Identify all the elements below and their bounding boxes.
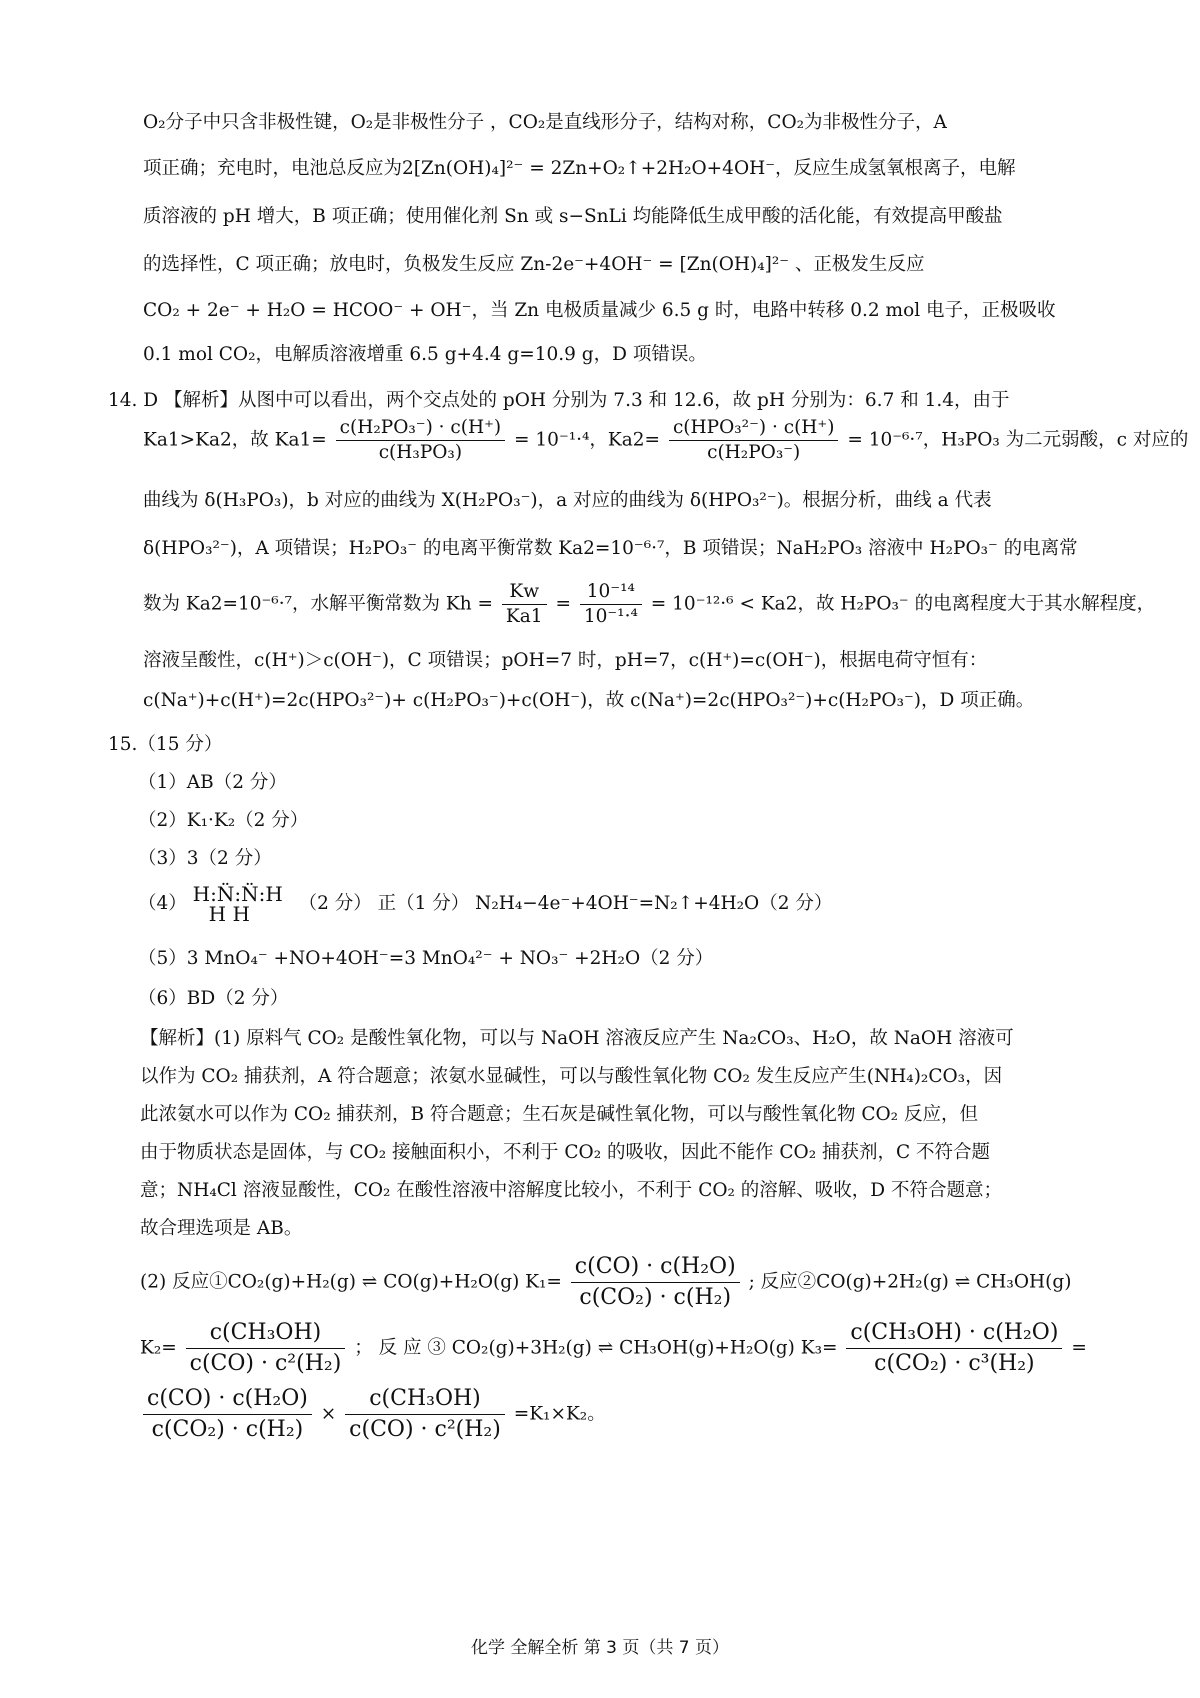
text-line: 意；NH₄Cl 溶液显酸性，CO₂ 在酸性溶液中溶解度比较小，不利于 CO₂ 的溶解、吸收，D 不符合题意； [140,1180,1003,1201]
text-line: c(Na⁺)+c(H⁺)=2c(HPO₃²⁻)+ c(H₂PO₃⁻)+c(OH⁻)，故 c(Na⁺)=2c(HPO₃²⁻)+c(H₂PO₃⁻)，D 项正确。 [143,690,1035,711]
fraction-denominator: c(CO₂) · c(H₂) [579,1285,732,1310]
equation-kh [143,580,1155,629]
fraction-numerator: c(HPO₃²⁻) · c(H⁺) [669,416,838,441]
text-line: 以作为 CO₂ 捕获剂，A 符合题意；浓氨水显碱性，可以与酸性氧化物 CO₂ 发生反应产生(NH₄)₂CO₃，因 [140,1066,1003,1087]
equation-k2-k3 [140,1318,1087,1379]
fraction-numerator: c(CO) · c(H₂O) [571,1252,740,1283]
equation-product [140,1384,606,1445]
equation-k1 [140,1252,1071,1313]
page-footer: 化学 全解全析 第 3 页（共 7 页） [470,1638,730,1658]
text-segment: ; 反应②CO(g)+2H₂(g) ⇌ CH₃OH(g) [748,1271,1072,1293]
text-segment: K₂= [140,1337,177,1359]
text-segment: ； 反 应 ③ CO₂(g)+3H₂(g) ⇌ CH₃OH(g)+H₂O(g) K₃= [354,1337,838,1359]
text-line: 故合理选项是 AB。 [140,1218,303,1239]
fraction-denominator: c(CO) · c²(H₂) [189,1351,342,1376]
fraction-k3 [846,1318,1062,1379]
text-line: 曲线为 δ(H₃PO₃)，b 对应的曲线为 X(H₂PO₃⁻)，a 对应的曲线为 δ(HPO₃²⁻)。根据分析，曲线 a 代表 [143,490,992,511]
answer-line: （1）AB（2 分） [138,772,287,793]
text-line: δ(HPO₃²⁻)，A 项错误；H₂PO₃⁻ 的电离平衡常数 Ka2=10⁻⁶·⁷，B 项错误；NaH₂PO₃ 溶液中 H₂PO₃⁻ 的电离常 [143,538,1078,559]
text-line: 的选择性，C 项正确；放电时，负极发生反应 Zn-2e⁻+4OH⁻ = [Zn(OH)₄]²⁻ 、正极发生反应 [143,254,925,275]
fraction-denominator: c(CO) · c²(H₂) [349,1417,501,1442]
text-segment: = 10⁻¹·⁴，Ka2= [514,429,661,451]
question-14-header: 14. D 【解析】从图中可以看出，两个交点处的 pOH 分别为 7.3 和 12.6，故 pH 分别为：6.7 和 1.4，由于 [108,390,1010,411]
text-segment: × [320,1403,337,1425]
fraction-denominator: c(CO₂) · c³(H₂) [874,1351,1035,1376]
fraction-numerator: Kw [502,580,547,605]
question-15-header: 15.（15 分） [108,734,223,755]
text-line: 溶液呈酸性，c(H⁺)＞c(OH⁻)，C 项错误；pOH=7 时，pH=7，c(H⁺)=c(OH⁻)，根据电荷守恒有： [143,650,988,671]
fraction-denominator: 10⁻¹·⁴ [583,606,638,627]
text-line: O₂分子中只含非极性键，O₂是非极性分子 ，CO₂是直线形分子，结构对称，CO₂为非极性分子，A [143,112,947,133]
text-segment: =K₁×K₂。 [513,1403,606,1425]
fraction-k2 [186,1318,346,1379]
text-segment: = 10⁻¹²·⁶ < Ka2，故 H₂PO₃⁻ 的电离程度大于其水解程度， [650,593,1156,615]
text-segment: = [555,593,571,615]
fraction-numerator: c(CO) · c(H₂O) [143,1384,312,1415]
fraction-denominator: Ka1 [505,606,543,627]
equation-ka [143,416,1188,465]
fraction-numerator: 10⁻¹⁴ [580,580,642,605]
fraction-denominator: c(H₂PO₃⁻) [707,442,801,463]
text-segment: 数为 Ka2=10⁻⁶·⁷，水解平衡常数为 Kh = [143,593,494,615]
text-segment: = 10⁻⁶·⁷，H₃PO₃ 为二元弱酸，c 对应的 [847,429,1189,451]
text-line: 项正确；充电时，电池总反应为2[Zn(OH)₄]²⁻ = 2Zn+O₂↑+2H₂O+4OH⁻，反应生成氢氧根离子，电解 [143,158,1016,179]
fraction-ka2 [669,416,838,465]
text-segment: Ka1>Ka2，故 Ka1= [143,429,327,451]
answer-line: （6）BD（2 分） [138,988,289,1009]
fraction-kw-ka1 [502,580,547,629]
lewis-bottom: H H [208,902,250,926]
text-line: 【解析】(1) 原料气 CO₂ 是酸性氧化物，可以与 NaOH 溶液反应产生 Na₂CO₃、H₂O，故 NaOH 溶液可 [140,1028,1014,1049]
fraction-denominator: c(CO₂) · c(H₂) [151,1417,304,1442]
text-line: 由于物质状态是固体，与 CO₂ 接触面积小，不利于 CO₂ 的吸收，因此不能作 CO₂ 捕获剂，C 不符合题 [140,1142,991,1163]
fraction-denominator: c(H₃PO₃) [378,442,463,463]
text-line: 0.1 mol CO₂，电解质溶液增重 6.5 g+4.4 g=10.9 g，D 项错误。 [143,344,707,365]
answer-line: （5）3 MnO₄⁻ +NO+4OH⁻=3 MnO₄²⁻ + NO₃⁻ +2H₂O（2 分） [138,948,714,969]
lewis-top: H:N̈:N̈:H [192,882,283,906]
answer-line: （2）K₁·K₂（2 分） [138,810,309,831]
text-segment: （2 分） 正（1 分） N₂H₄−4e⁻+4OH⁻=N₂↑+4H₂O（2 分） [298,893,833,914]
fraction-p1 [143,1384,312,1445]
text-segment: = [1071,1337,1087,1359]
text-line: 质溶液的 pH 增大，B 项正确；使用催化剂 Sn 或 s−SnLi 均能降低生成甲酸的活化能，有效提高甲酸盐 [143,206,1003,227]
fraction-numerator: c(CH₃OH) · c(H₂O) [846,1318,1062,1349]
answer-line-4 [138,882,833,926]
answer-line: （3）3（2 分） [138,848,272,869]
text-line: 此浓氨水可以作为 CO₂ 捕获剂，B 符合题意；生石灰是碱性氧化物，可以与酸性氧化物 CO₂ 反应，但 [140,1104,978,1125]
fraction-p2 [345,1384,505,1445]
text-line: CO₂ + 2e⁻ + H₂O = HCOO⁻ + OH⁻，当 Zn 电极质量减少 6.5 g 时，电路中转移 0.2 mol 电子，正极吸收 [143,300,1056,321]
fraction-numerator: c(CH₃OH) [186,1318,346,1349]
fraction-numeric [580,580,642,629]
fraction-numerator: c(H₂PO₃⁻) · c(H⁺) [336,416,505,441]
fraction-ka1 [336,416,505,465]
fraction-k1 [571,1252,740,1313]
text-segment: （4） [138,893,187,914]
fraction-numerator: c(CH₃OH) [345,1384,505,1415]
text-segment: (2) 反应①CO₂(g)+H₂(g) ⇌ CO(g)+H₂O(g) K₁= [140,1271,562,1293]
lewis-structure-hydrazine [192,882,293,926]
